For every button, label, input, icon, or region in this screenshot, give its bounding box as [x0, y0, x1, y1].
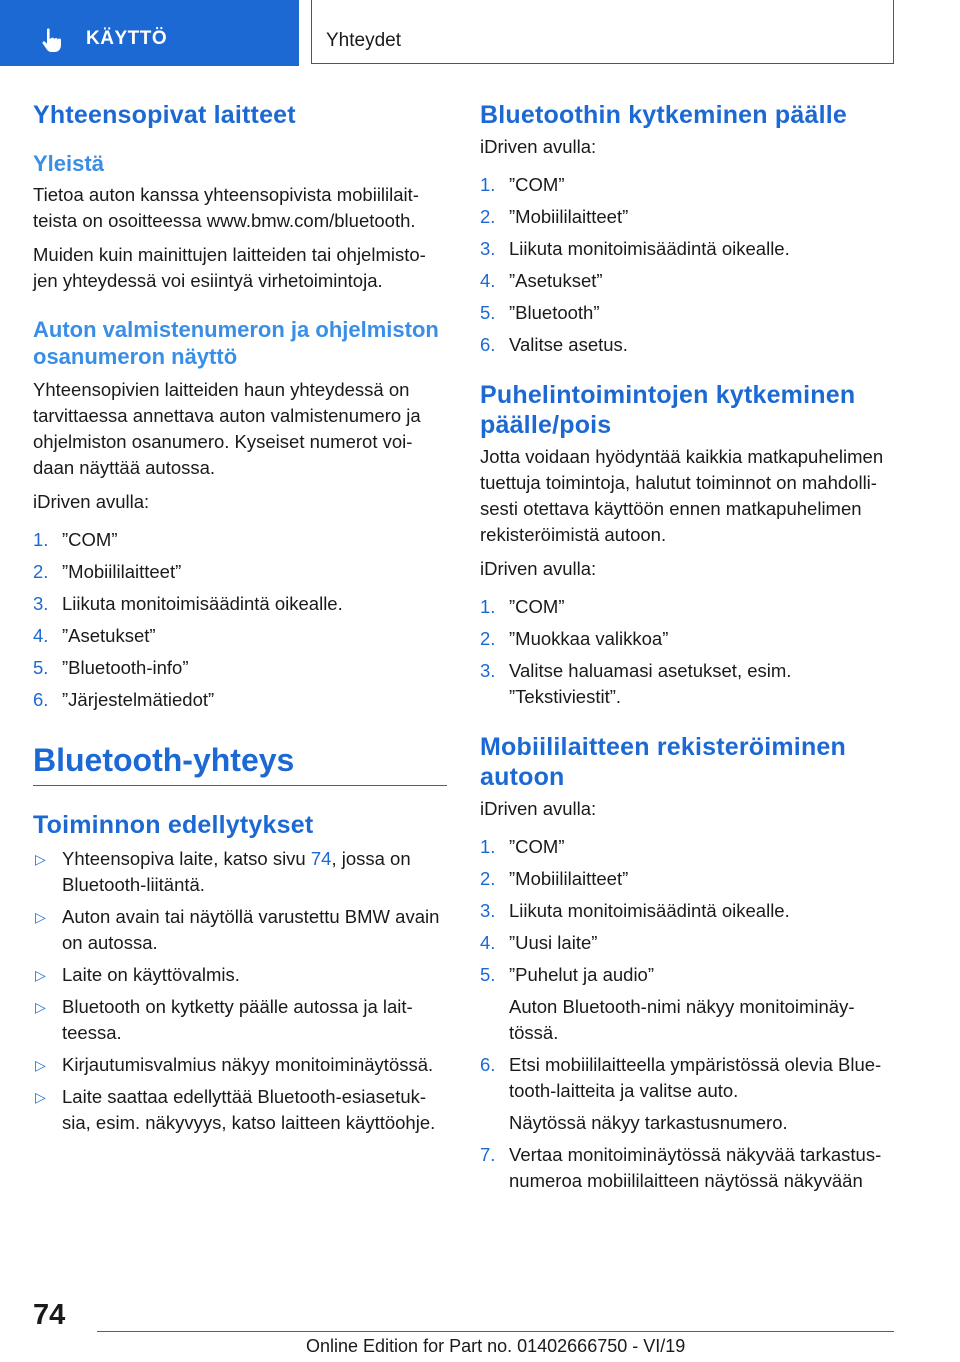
chapter-tab-label: KÄYTTÖ [86, 28, 168, 49]
heading-vin-display: Auton valmistenumeron ja ohjelmiston osanumeron näyttö [33, 316, 439, 369]
step-number: 2. [33, 560, 49, 582]
paragraph-idrive: iDriven avulla: [33, 490, 150, 512]
list-item [480, 172, 896, 198]
step-text: ”Mobiililaitteet” [509, 868, 629, 889]
step-number: 2. [480, 206, 496, 227]
step-number: 6. [480, 334, 496, 355]
step-subtext: Auton Bluetooth-nimi näkyy monitoiminäy-tössä. [509, 996, 855, 1043]
step-number: 1. [33, 528, 49, 550]
triangle-bullet-icon: ▷ [35, 1056, 46, 1073]
list-item [480, 626, 896, 652]
list-item [33, 527, 447, 553]
triangle-bullet-icon: ▷ [35, 850, 46, 867]
bullet-text: , jossa on Bluetooth-liitäntä. [62, 847, 411, 895]
list-item [33, 904, 447, 956]
step-number: 4. [480, 270, 496, 291]
step-text: ”Bluetooth-info” [62, 656, 189, 678]
list-item [33, 846, 447, 898]
step-text: ”Asetukset” [509, 270, 603, 291]
list-item [480, 866, 896, 892]
list-item [480, 1052, 896, 1136]
list-item [33, 591, 447, 617]
paragraph-idrive: iDriven avulla: [480, 136, 597, 157]
bullet-text: Kirjautumisvalmius näkyy monitoiminäytössä. [62, 1053, 434, 1075]
bullet-text: Laite saattaa edellyttää Bluetooth-esiasetuk-sia, esim. näkyvyys, katso laitteen käyttöohje. [62, 1085, 436, 1133]
paragraph-phone-functions: Jotta voidaan hyödyntää kaikkia matkapuhelimen tuettuja toimintoja, halutut toiminnot on mahdolli-sesti otettava käyttöön ennen matkapuhelimen rekisteröimistä autoon. [480, 446, 884, 545]
step-text: ”COM” [509, 596, 565, 617]
right-column [480, 100, 896, 1200]
step-text: Liikuta monitoimisäädintä oikealle. [62, 592, 343, 614]
step-text: ”Muokkaa valikkoa” [509, 628, 669, 649]
triangle-bullet-icon: ▷ [35, 1088, 46, 1105]
list-item [480, 930, 896, 956]
step-number: 4. [33, 624, 49, 646]
step-number: 1. [480, 174, 496, 195]
paragraph-idrive: iDriven avulla: [480, 798, 597, 819]
list-item [480, 834, 896, 860]
step-number: 5. [33, 656, 49, 678]
footer-divider [97, 1331, 894, 1332]
list-item [480, 268, 896, 294]
step-text: Valitse haluamasi asetukset, esim. ”Tekstiviestit”. [509, 660, 792, 707]
heading-bluetooth-connection: Bluetooth-yhteys [33, 741, 295, 778]
heading-bluetooth-on: Bluetoothin kytkeminen päälle [480, 101, 847, 129]
triangle-bullet-icon: ▷ [35, 908, 46, 925]
step-number: 7. [480, 1144, 496, 1165]
step-number: 6. [33, 688, 49, 710]
heading-device-registration: Mobiililaitteen rekisteröiminen autoon [480, 733, 847, 791]
hand-pointer-icon [38, 26, 66, 54]
step-number: 3. [480, 900, 496, 921]
step-text: ”Bluetooth” [509, 302, 600, 323]
list-item [33, 623, 447, 649]
section-tab-label: Yhteydet [326, 30, 401, 51]
step-number: 5. [480, 302, 496, 323]
step-text: ”COM” [509, 174, 565, 195]
paragraph-malfunction-note: Muiden kuin mainittujen laitteiden tai ohjelmisto-jen yhteydessä voi esiintyä virhetoimintoja. [33, 243, 426, 291]
paragraph-vin-info: Yhteensopivien laitteiden haun yhteydessä on tarvittaessa annettava auton valmistenumero ja ohjelmiston osanumero. Kyseiset numerot voi-daan näyttää autossa. [33, 378, 421, 478]
heading-requirements: Toiminnon edellytykset [33, 810, 314, 839]
step-number: 5. [480, 964, 496, 985]
step-text: ”COM” [62, 528, 118, 550]
list-item [33, 1084, 447, 1136]
list-item [480, 962, 896, 1046]
step-number: 3. [480, 660, 496, 681]
list-item [480, 1142, 896, 1194]
bullet-text: Bluetooth on kytketty päälle autossa ja lait-teessa. [62, 995, 413, 1043]
step-text: ”Mobiililaitteet” [62, 560, 182, 582]
step-number: 3. [480, 238, 496, 259]
step-text: Valitse asetus. [509, 334, 628, 355]
step-text: ”Mobiililaitteet” [509, 206, 629, 227]
list-item [480, 898, 896, 924]
heading-compatible-devices: Yhteensopivat laitteet [33, 101, 296, 129]
triangle-bullet-icon: ▷ [35, 966, 46, 983]
heading-general: Yleistä [33, 151, 104, 176]
step-text: ”Puhelut ja audio” [509, 964, 655, 985]
bullet-text: Auton avain tai näytöllä varustettu BMW avain on autossa. [62, 905, 440, 953]
list-item [33, 559, 447, 585]
step-text: ”Asetukset” [62, 624, 156, 646]
step-subtext: Näytössä näkyy tarkastusnumero. [509, 1112, 788, 1133]
left-column [33, 100, 447, 1142]
page-header [0, 0, 960, 66]
list-item [33, 962, 447, 988]
step-text: ”COM” [509, 836, 565, 857]
step-text: ”Järjestelmätiedot” [62, 688, 215, 710]
steps-device-registration [480, 834, 896, 1194]
paragraph-idrive: iDriven avulla: [480, 558, 597, 579]
list-item [480, 204, 896, 230]
requirements-list [33, 846, 447, 1136]
step-number: 4. [480, 932, 496, 953]
heading-phone-functions: Puhelintoimintojen kytkeminen päälle/pois [480, 381, 856, 439]
list-item [33, 655, 447, 681]
list-item [480, 594, 896, 620]
list-item [33, 1052, 447, 1078]
steps-phone-functions [480, 594, 896, 710]
bullet-text: Yhteensopiva laite, katso sivu [62, 847, 311, 869]
edition-note: Online Edition for Part no. 01402666750 - VI/19 [306, 1336, 686, 1356]
step-number: 6. [480, 1054, 496, 1075]
step-text: Liikuta monitoimisäädintä oikealle. [509, 900, 790, 921]
step-number: 1. [480, 596, 496, 617]
triangle-bullet-icon: ▷ [35, 998, 46, 1015]
page-number: 74 [33, 1299, 66, 1331]
heading-underline [33, 785, 447, 786]
list-item [480, 300, 896, 326]
list-item [33, 687, 447, 713]
paragraph-compat-info: Tietoa auton kanssa yhteensopivista mobiililait-teista on osoitteessa www.bmw.com/bluetooth. [33, 183, 419, 231]
step-text: Vertaa monitoiminäytössä näkyvää tarkastus-numeroa mobiililaitteen näytössä näkyvään [509, 1144, 882, 1191]
step-text: Etsi mobiililaitteella ympäristössä olevia Blue-tooth-laitteita ja valitse auto. [509, 1054, 882, 1101]
step-number: 1. [480, 836, 496, 857]
step-text: Liikuta monitoimisäädintä oikealle. [509, 238, 790, 259]
step-number: 2. [480, 868, 496, 889]
steps-vin [33, 527, 447, 713]
page-link[interactable]: 74 [310, 847, 332, 869]
chapter-tab[interactable] [0, 0, 299, 66]
step-number: 2. [480, 628, 496, 649]
section-tab[interactable] [311, 0, 894, 64]
list-item [480, 332, 896, 358]
bullet-text: Laite on käyttövalmis. [62, 963, 240, 985]
list-item [480, 236, 896, 262]
steps-bluetooth-on [480, 172, 896, 358]
list-item [480, 658, 896, 710]
list-item [33, 994, 447, 1046]
step-text: ”Uusi laite” [509, 932, 598, 953]
step-number: 3. [33, 592, 49, 614]
